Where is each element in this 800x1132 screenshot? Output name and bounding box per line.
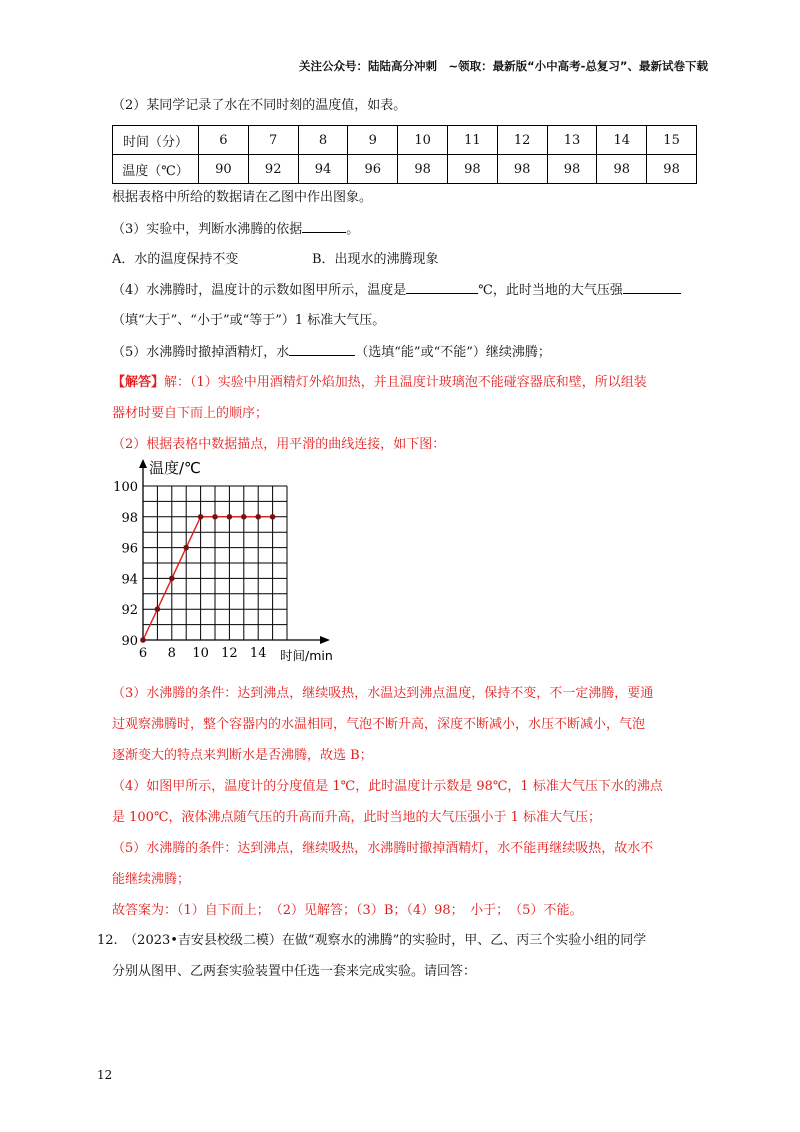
table-cell: 10 [398, 126, 448, 155]
answer-5-line1: （5）水沸腾的条件：达到沸点，继续吸热，水沸腾时撤掉酒精灯，水不能再继续吸热，故水不 [112, 841, 654, 856]
table-cell: 94 [298, 155, 348, 184]
answer-blank[interactable] [289, 343, 355, 356]
data-table [112, 125, 697, 184]
answer-3-line1: （3）水沸腾的条件：达到沸点，继续吸热，水温达到沸点温度，保持不变，不一定沸腾，要通 [112, 686, 654, 701]
answer-4-line1: （4）如图甲所示，温度计的分度值是 1℃，此时温度计示数是 98℃，1 标准大气压下水的沸点 [112, 779, 663, 794]
y-tick-label: 90 [121, 634, 138, 649]
answer-1-text: 解：（1）实验中用酒精灯外焰加热，并且温度计玻璃泡不能碰容器底和壁，所以组装 [164, 375, 647, 390]
question-3-prefix: （3）实验中，判断水沸腾的依据 [112, 222, 303, 237]
table-header-time: 时间（分） [113, 126, 199, 155]
table-cell: 15 [647, 126, 697, 155]
question-12-line2: 分别从图甲、乙两套实验装置中任选一套来完成实验。请回答： [112, 964, 477, 979]
data-point [270, 514, 276, 520]
table-cell: 11 [447, 126, 497, 155]
x-axis-arrow [320, 636, 330, 644]
table-row-temp [113, 155, 697, 184]
table-cell: 96 [348, 155, 398, 184]
question-4-prefix: （4）水沸腾时，温度计的示数如图甲所示，温度是 [112, 283, 407, 298]
answer-3-line2: 过观察沸腾时，整个容器内的水温相同，气泡不断升高，深度不断减小，水压不断减小，气泡 [112, 717, 646, 732]
chart-axes [139, 459, 330, 644]
y-tick-label: 96 [121, 541, 138, 557]
data-point [212, 514, 218, 520]
table-cell: 12 [497, 126, 547, 155]
answer-1-line2: 器材时要自下而上的顺序； [112, 406, 269, 421]
x-tick-label: 10 [192, 646, 209, 661]
question-2-instruction: 根据表格中所给的数据请在乙图中作出图象。 [112, 190, 373, 205]
data-point [155, 606, 161, 612]
table-cell: 98 [447, 155, 497, 184]
temperature-time-chart [112, 455, 352, 670]
table-cell: 7 [248, 126, 298, 155]
data-point [198, 514, 204, 520]
data-point [140, 637, 146, 643]
question-5-suffix: （选填“能”或“不能”）继续沸腾； [355, 345, 551, 360]
page-header: 关注公众号：陆陆高分冲刺 ~领取：最新版“小中高考-总复习”、最新试卷下载 [298, 59, 708, 73]
data-point [169, 576, 175, 582]
x-tick-label: 12 [221, 646, 238, 661]
y-tick-label: 92 [121, 603, 138, 619]
chart-x-axis-label: 时间/min [280, 648, 333, 663]
question-12-line1: 12. （2023•吉安县校级二模）在做“观察水的沸腾”的实验时，甲、乙、丙三个实验小组的同学 [97, 933, 647, 948]
table-cell: 98 [597, 155, 647, 184]
question-4-middle: ℃，此时当地的大气压强 [478, 283, 623, 298]
table-cell: 14 [597, 126, 647, 155]
option-a: A．水的温度保持不变 [112, 252, 239, 267]
question-3-text [112, 220, 359, 239]
table-cell: 9 [348, 126, 398, 155]
table-cell: 8 [298, 126, 348, 155]
data-point [241, 514, 247, 520]
x-tick-label: 14 [249, 646, 267, 661]
y-tick-label: 100 [113, 480, 138, 495]
question-5-prefix: （5）水沸腾时撤掉酒精灯，水 [112, 345, 290, 360]
y-tick-label: 98 [121, 510, 138, 526]
x-tick-label: 8 [167, 646, 176, 661]
x-tick-label: 6 [138, 646, 148, 661]
table-cell: 13 [547, 126, 597, 155]
data-point [183, 545, 189, 551]
y-axis-arrow [139, 459, 147, 468]
chart-grid [143, 486, 287, 640]
table-cell: 90 [199, 155, 249, 184]
answer-5-line2: 能继续沸腾； [112, 872, 191, 887]
final-answer: 故答案为：（1）自下而上； （2）见解答；（3）B；（4）98； 小于； （5）不能。 [112, 903, 583, 918]
table-cell: 98 [398, 155, 448, 184]
answer-2-text: （2）根据表格中数据描点，用平滑的曲线连接，如下图： [112, 437, 446, 452]
answer-3-line3: 逐渐变大的特点来判断水是否沸腾，故选 B； [112, 748, 373, 763]
table-cell: 6 [199, 126, 249, 155]
table-row-time [113, 126, 697, 155]
data-point [227, 514, 233, 520]
question-5-text [112, 343, 551, 362]
data-point [255, 514, 261, 520]
option-b: B．出现水的沸腾现象 [312, 252, 439, 267]
table-header-temp: 温度（℃） [113, 155, 199, 184]
table-cell: 98 [497, 155, 547, 184]
answer-line-1 [112, 374, 647, 392]
table-cell: 98 [547, 155, 597, 184]
question-3-suffix: 。 [346, 222, 360, 237]
answer-4-line2: 是 100℃，液体沸点随气压的升高而升高，此时当地的大气压强小于 1 标准大气压； [112, 810, 602, 825]
question-4-line2: （填“大于”、“小于”或“等于”）1 标准大气压。 [112, 313, 386, 328]
chart-y-axis-label: 温度/℃ [149, 459, 201, 477]
table-cell: 92 [248, 155, 298, 184]
answer-blank[interactable] [623, 281, 681, 294]
question-4-text [112, 281, 681, 300]
table-cell: 98 [647, 155, 697, 184]
answer-tag: 【解答】 [112, 375, 165, 390]
answer-blank[interactable] [302, 220, 346, 233]
answer-blank[interactable] [406, 281, 478, 294]
page-number: 12 [97, 1068, 113, 1082]
question-2-text: （2）某同学记录了水在不同时刻的温度值，如表。 [112, 98, 407, 113]
y-tick-label: 94 [121, 572, 138, 588]
